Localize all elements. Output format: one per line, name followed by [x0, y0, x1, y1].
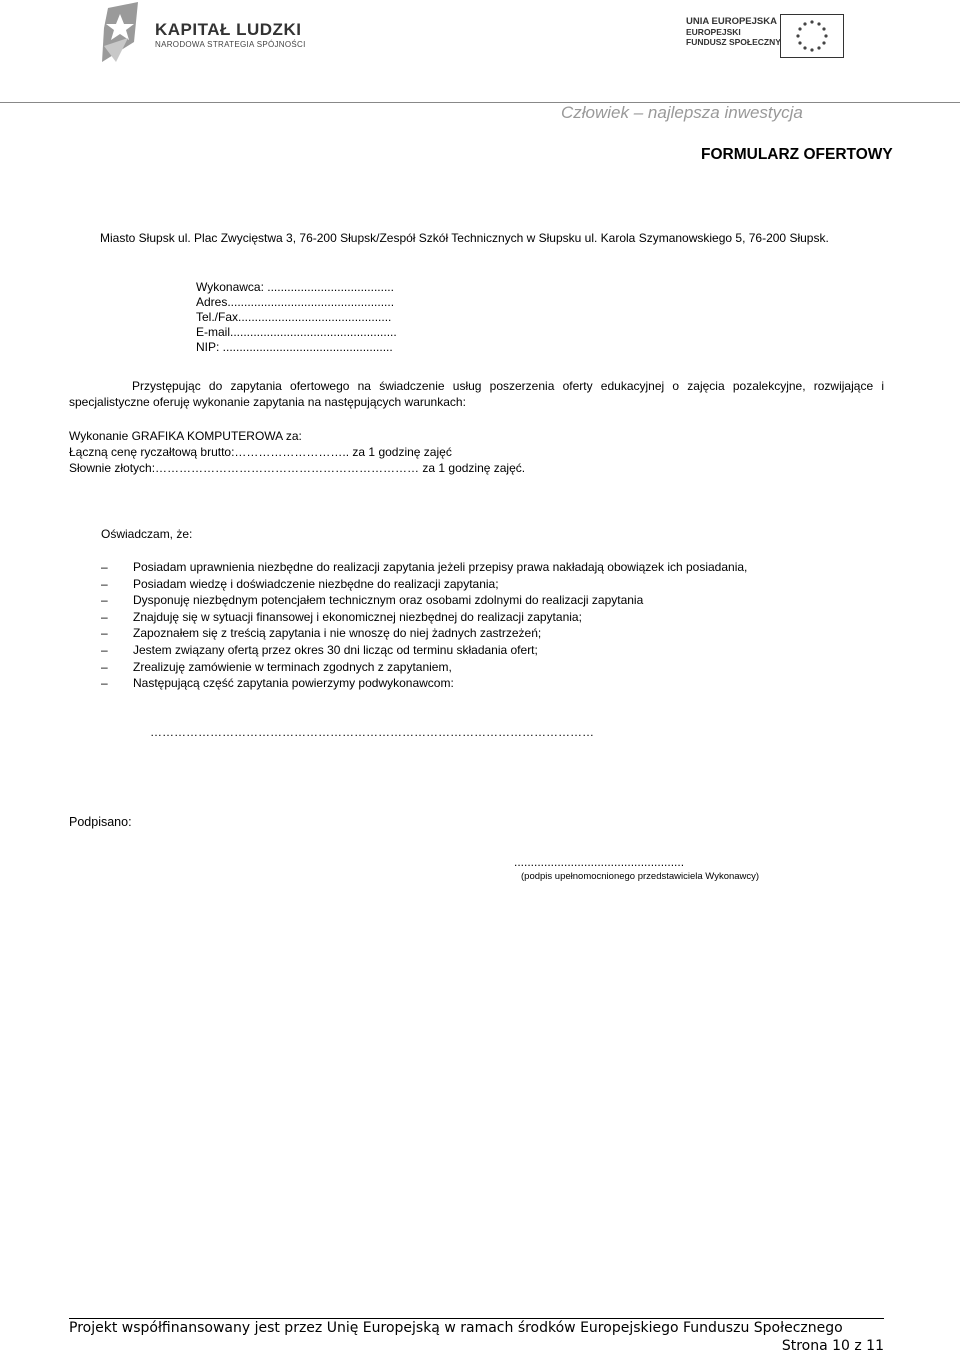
- list-item: [101, 559, 747, 576]
- contractor-name-field: Wykonawca: ......................................: [196, 280, 394, 294]
- motto: Człowiek – najlepsza inwestycja: [561, 103, 803, 122]
- offer-line-price: Łączną cenę ryczałtową brutto:……………………….. za 1 godzinę zajęć: [69, 445, 452, 459]
- footer-rule: [69, 1318, 884, 1319]
- page-title: FORMULARZ OFERTOWY: [701, 146, 893, 163]
- dash-bullet: –: [101, 609, 108, 624]
- contractor-fields: [196, 280, 397, 355]
- contractor-phone-field: Tel./Fax..............................................: [196, 310, 392, 324]
- declaration-item-text: Następującą część zapytania powierzymy podwykonawcom:: [133, 676, 454, 691]
- list-item: [101, 642, 747, 659]
- dash-bullet: –: [101, 676, 108, 691]
- list-item: [101, 609, 747, 626]
- dash-bullet: –: [101, 593, 108, 608]
- declaration-item-text: Posiadam uprawnienia niezbędne do realizacji zapytania jeżeli przepisy prawa nakładają obowiązek ich posiadania,: [133, 560, 748, 574]
- eu-logo-text: [686, 17, 781, 47]
- declaration-item-text: Posiadam wiedzę i doświadczenie niezbędne do realizacji zapytania;: [133, 576, 499, 591]
- eu-logo-line1: UNIA EUROPEJSKA: [686, 16, 777, 27]
- intro-paragraph: Przystępując do zapytania ofertowego na świadczenie usług poszerzenia oferty edukacyjnej o zajęcia pozalekcyjne, rozwijające i specjalistyczne oferuję wykonanie zapytania na następujących warunkach:: [69, 379, 884, 409]
- declaration-item-text: Zrealizuję zamówienie w terminach zgodnych z zapytaniem,: [133, 659, 452, 674]
- contractor-address-field: Adres..................................................: [196, 295, 395, 309]
- list-item: [101, 576, 747, 593]
- eu-logo-line3: FUNDUSZ SPOŁECZNY: [686, 37, 781, 47]
- list-item: [101, 659, 747, 676]
- offer-block: [69, 428, 525, 476]
- kapital-ludzki-star-icon: [98, 2, 152, 66]
- contractor-nip-field: NIP: ...................................................: [196, 340, 393, 354]
- dash-bullet: –: [101, 659, 108, 674]
- subcontract-fill-line: …………………………………………………………………………………………………: [150, 725, 594, 739]
- declaration-item-text: Zapoznałem się z treścią zapytania i nie wnoszę do niej żadnych zastrzeżeń;: [133, 626, 542, 641]
- declaration-item-text: Znajduję się w sytuacji finansowej i ekonomicznej niezbędnej do realizacji zapytania;: [133, 609, 582, 624]
- list-item: [101, 675, 747, 692]
- offer-line-subject: Wykonanie GRAFIKA KOMPUTEROWA za:: [69, 429, 302, 443]
- kapital-ludzki-title: KAPITAŁ LUDZKI: [155, 20, 302, 39]
- dash-bullet: –: [101, 642, 108, 657]
- eu-flag-icon: [780, 14, 844, 58]
- declaration-list: [101, 559, 747, 692]
- dash-bullet: –: [101, 576, 108, 591]
- list-item: [101, 592, 747, 609]
- dash-bullet: –: [101, 560, 108, 574]
- list-item: [101, 625, 747, 642]
- footer-text: Projekt współfinansowany jest przez Unię Europejską w ramach środków Europejskiego Funduszu Społecznego: [69, 1320, 843, 1336]
- contractor-email-field: E-mail..................................................: [196, 325, 397, 339]
- header-rule: [0, 102, 960, 103]
- declaration-item-text: Jestem związany ofertą przez okres 30 dni licząc od terminu składania ofert;: [133, 642, 538, 657]
- page-number: Strona 10 z 11: [781, 1338, 884, 1354]
- address-line: Miasto Słupsk ul. Plac Zwycięstwa 3, 76-200 Słupsk/Zespół Szkół Technicznych w Słupsku ul. Karola Szymanowskiego 5, 76-200 Słupsk.: [100, 231, 829, 245]
- kapital-ludzki-subtitle: NARODOWA STRATEGIA SPÓJNOŚCI: [155, 40, 306, 49]
- signature-caption: (podpis upełnomocnionego przedstawiciela Wykonawcy): [521, 871, 760, 882]
- signature-fill-line: ...................................................: [514, 855, 685, 869]
- declaration-item-text: Dysponuję niezbędnym potencjałem technicznym oraz osobami zdolnymi do realizacji zapytania: [133, 593, 644, 608]
- offer-line-words: Słownie złotych:………………………………………………………… za 1 godzinę zajęć.: [69, 461, 526, 475]
- signed-label: Podpisano:: [69, 815, 132, 829]
- dash-bullet: –: [101, 626, 108, 641]
- eu-logo-line2: EUROPEJSKI: [686, 27, 741, 37]
- declaration-heading: Oświadczam, że:: [101, 527, 193, 541]
